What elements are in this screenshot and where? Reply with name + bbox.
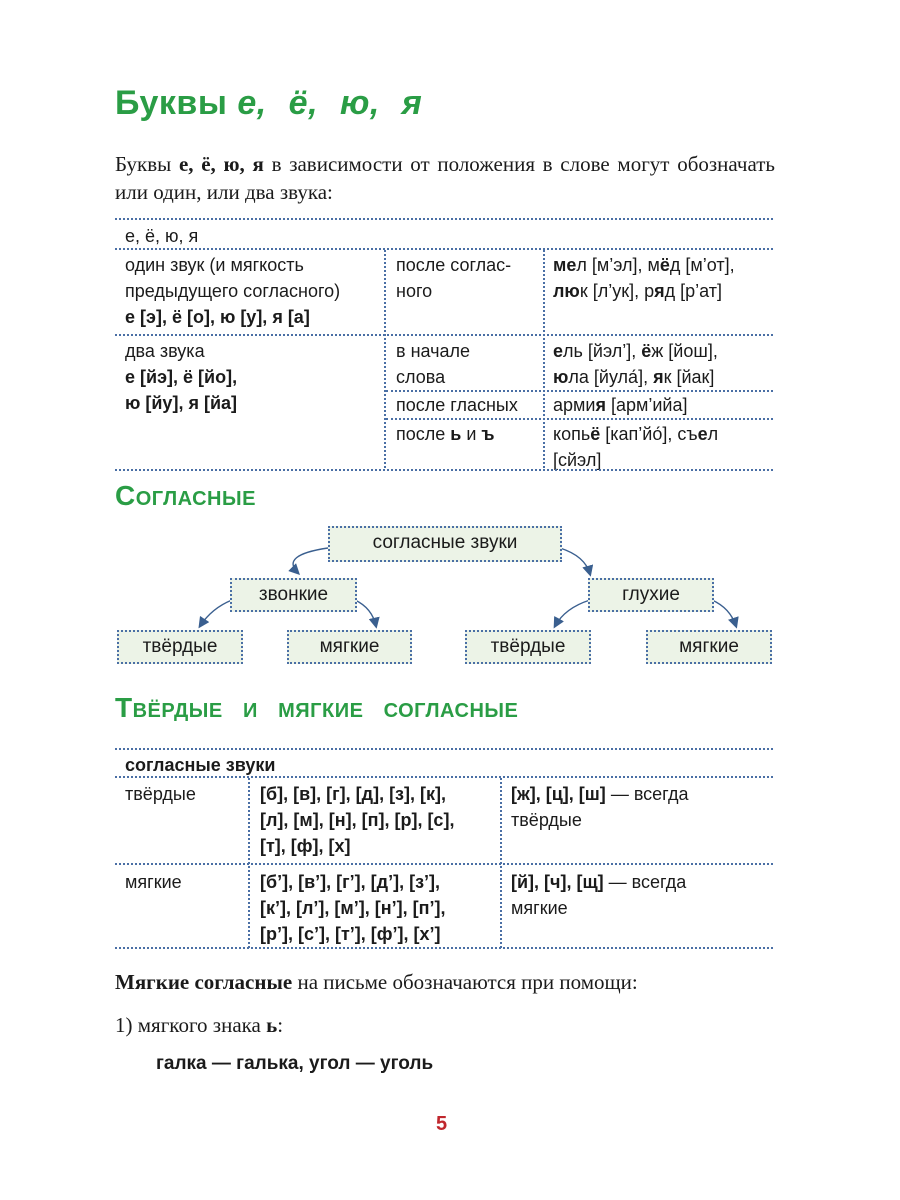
- section-title-hard-soft: Твёрдые и мягкие согласные: [115, 692, 519, 723]
- soft-consonants: [б’], [в’], [г’], [д’], [з’], [к’], [л’], [м’], [н’], [п’], [р’], [с’], [т’], [ф’], [х’]: [260, 872, 446, 944]
- tree-voiced-hard-box: твёрдые: [117, 630, 243, 664]
- intro-paragraph: Буквы е, ё, ю, я в зависимости от положения в слове могут обозначать или один, или два звука:: [115, 152, 775, 204]
- row2-example-after-vowels: армия [арм’ийа]: [553, 395, 688, 415]
- row1-description: один звук (и мягкость предыдущего согласного) е [э], ё [о], ю [у], я [а]: [125, 255, 341, 327]
- arrow-voiceless-to-hard: [555, 600, 590, 626]
- table-header: е, ё, ю, я: [125, 226, 199, 246]
- arrow-voiceless-to-soft: [712, 600, 736, 626]
- table2-header: согласные звуки: [125, 755, 276, 775]
- row2-position-start: в начале слова: [396, 341, 471, 387]
- soft-consonants-paragraph: Мягкие согласные на письме обозначаются при помощи:: [115, 970, 638, 994]
- hard-always: [ж], [ц], [ш] — всегда твёрдые: [511, 784, 689, 830]
- hard-label: твёрдые: [125, 784, 196, 804]
- row1-examples: мел [м’эл], мёд [м’от], люк [л’ук], ряд [р’ат]: [553, 255, 735, 301]
- arrow-root-to-voiceless: [560, 548, 590, 574]
- arrow-voiced-to-soft: [355, 600, 376, 626]
- table-rule: [115, 863, 773, 865]
- hard-consonants: [б], [в], [г], [д], [з], [к], [л], [м], [н], [п], [р], [с], [т], [ф], [х]: [260, 784, 455, 856]
- tree-voiceless-soft-box: мягкие: [646, 630, 772, 664]
- soft-label: мягкие: [125, 872, 182, 892]
- arrow-voiced-to-hard: [200, 600, 232, 626]
- tree-voiceless-hard-box: твёрдые: [465, 630, 591, 664]
- intro-letters: е, ё, ю, я: [178, 152, 264, 176]
- soft-always: [й], [ч], [щ] — всегда мягкие: [511, 872, 687, 918]
- row2-description: два звука е [йэ], ё [йо], ю [йу], я [йа]: [125, 341, 238, 413]
- soft-sign-item: 1) мягкого знака ь:: [115, 1013, 284, 1037]
- section-title-consonants: Согласные: [115, 480, 256, 511]
- soft-sign-example: галка — галька, угол — уголь: [156, 1053, 434, 1074]
- row2-position-after-signs: после ь и ъ: [396, 424, 495, 444]
- tree-voiced-soft-box: мягкие: [287, 630, 412, 664]
- tree-voiced-box: звонкие: [230, 578, 357, 612]
- arrow-root-to-voiced: [293, 548, 328, 573]
- title-letters: е, ё, ю, я: [237, 84, 423, 122]
- tree-root-box: согласные звуки: [328, 526, 562, 562]
- table-rule: [115, 947, 773, 949]
- tree-voiceless-box: глухие: [588, 578, 714, 612]
- row2-examples-after-signs: копьё [кап’йо́], съел [сйэл]: [553, 424, 719, 470]
- page-number: 5: [436, 1113, 448, 1135]
- row1-position: после соглас- ного: [396, 255, 512, 301]
- table-rule: [115, 748, 773, 750]
- row2-position-after-vowels: после гласных: [396, 395, 518, 415]
- title-word: Буквы: [115, 84, 228, 122]
- table-rule: [115, 776, 773, 778]
- row2-examples-start: ель [йэл’], ёж [йош], юла [йула́], як [йак]: [553, 341, 718, 387]
